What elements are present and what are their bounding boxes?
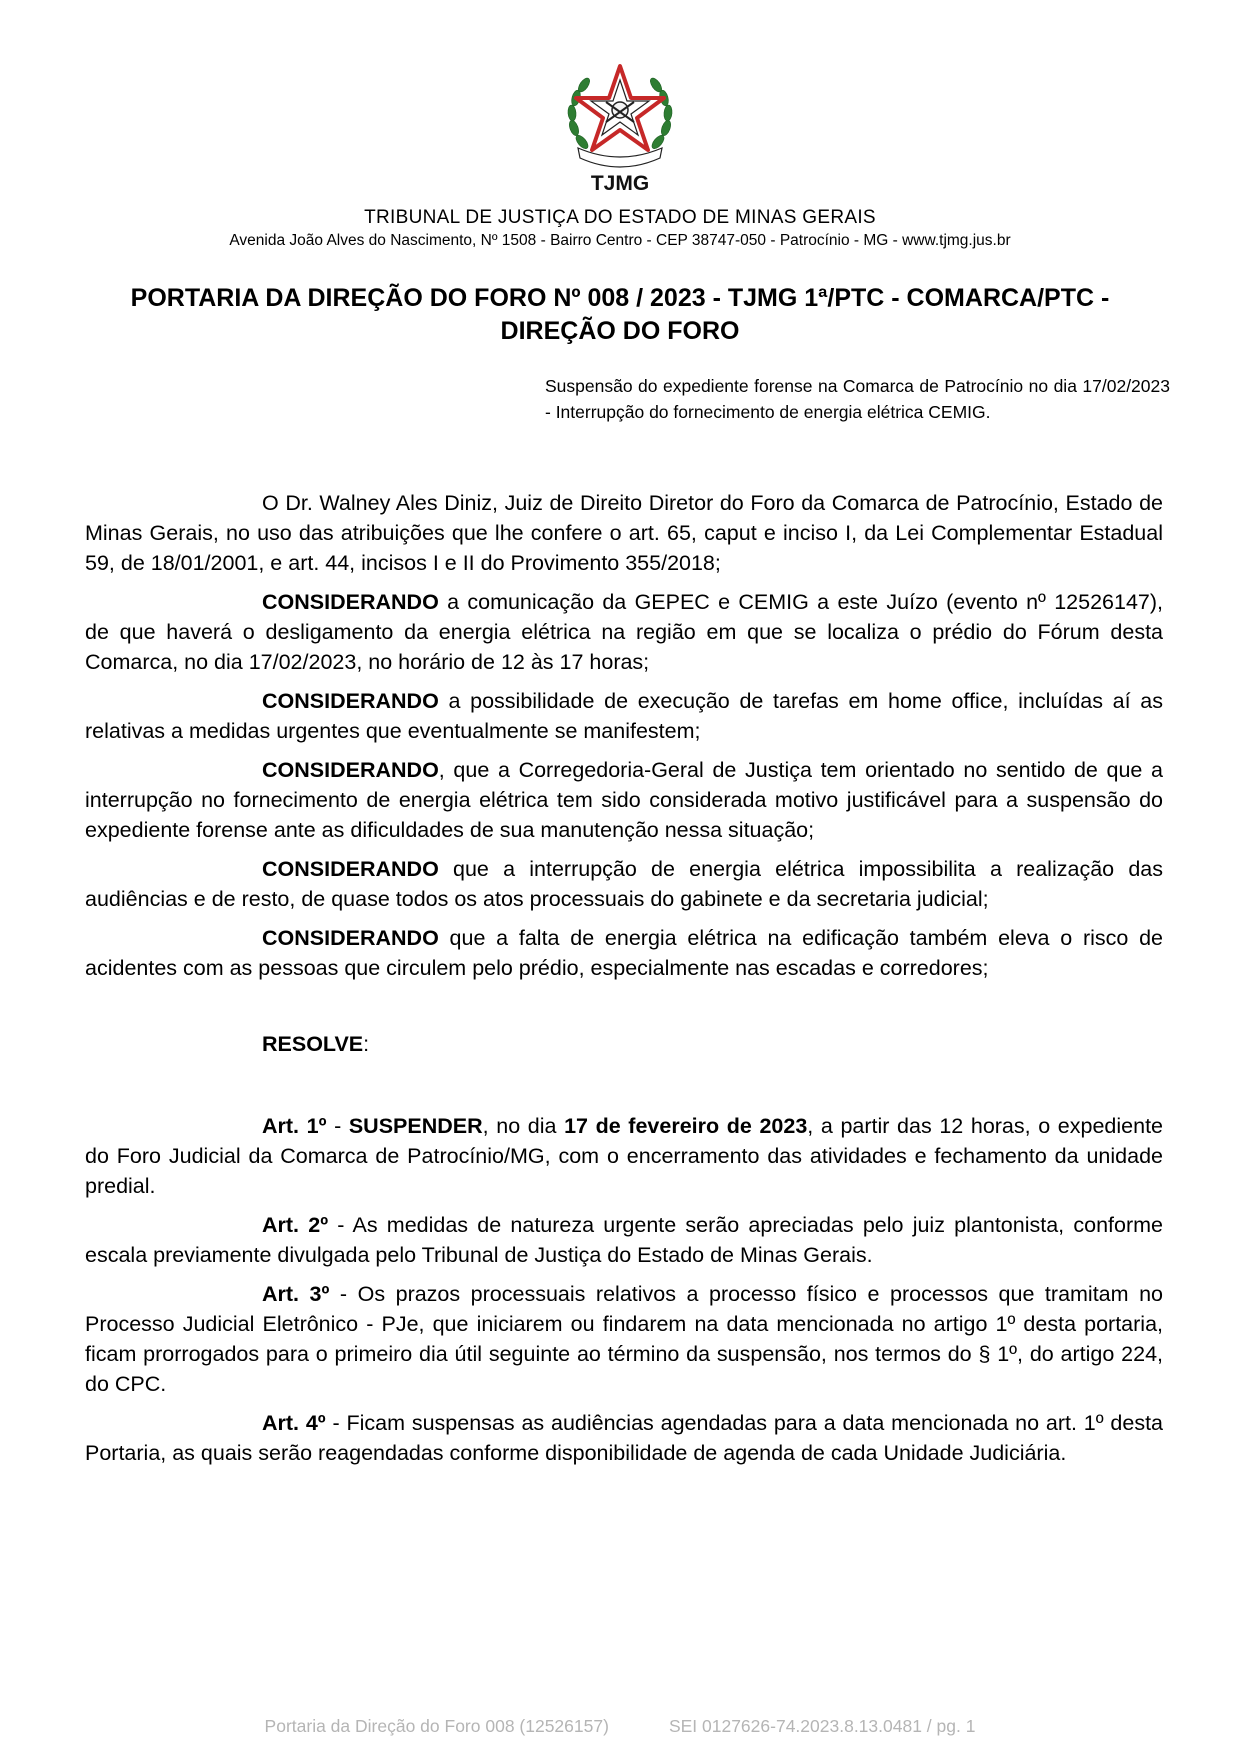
intro-paragraph: O Dr. Walney Ales Diniz, Juiz de Direito Diretor do Foro da Comarca de Patrocínio, Estado de Minas Gerais, no uso das atribuições que lhe confere o art. 65, caput e inciso I, da Lei Complementar Estadual 59, de 18/01/2001, e art. 44, incisos I e II do Provimento 355/2018; (85, 491, 1163, 575)
footer-sei-page: SEI 0127626-74.2023.8.13.0481 / pg. 1 (668, 1716, 976, 1736)
document-title (70, 282, 1170, 348)
considerando-text: que a interrupção de energia elétrica impossibilita a realização das audiências e de resto, de quase todos os atos processuais do gabinete e da secretaria judicial; (85, 857, 1163, 911)
article-label: Art. 3º (262, 1282, 330, 1306)
article-text: , a partir das 12 horas, o expediente do Foro Judicial da Comarca de Patrocínio/MG, com o encerramento das atividades e fechamento da unidade predial. (85, 1114, 1163, 1198)
considerando-label: CONSIDERANDO (262, 590, 439, 614)
resolve-heading (85, 1029, 1163, 1059)
article-label: Art. 2º (262, 1213, 329, 1237)
article-label: Art. 1º (262, 1114, 327, 1138)
court-address: Avenida João Alves do Nascimento, Nº 1508 - Bairro Centro - CEP 38747-050 - Patrocínio - MG - www.tjmg.jus.br (229, 232, 1011, 249)
article-verb: SUSPENDER (348, 1114, 483, 1138)
article-date: 17 de fevereiro de 2023 (564, 1114, 808, 1138)
coat-of-arms-icon (560, 58, 680, 198)
tjmg-coat-of-arms-logo (560, 58, 680, 198)
considerando-paragraph (85, 755, 1163, 845)
title-line-1: PORTARIA DA DIREÇÃO DO FORO Nº 008 / 2023 - TJMG 1ª/PTC - COMARCA/PTC - (130, 284, 1110, 312)
resolve-word: RESOLVE (262, 1032, 364, 1056)
title-line-2: DIREÇÃO DO FORO (500, 317, 740, 345)
considerando-label: CONSIDERANDO (262, 758, 439, 782)
considerando-paragraph (85, 854, 1163, 914)
considerando-text: que a falta de energia elétrica na edificação também eleva o risco de acidentes com as pessoas que circulem pelo prédio, especialmente nas escadas e corredores; (85, 926, 1163, 980)
considerando-label: CONSIDERANDO (262, 926, 439, 950)
considerando-text: , que a Corregedoria-Geral de Justiça tem orientado no sentido de que a interrupção no fornecimento de energia elétrica tem sido considerada motivo justificável para a suspensão do expediente forense ante as dificuldades de sua manutenção nessa situação; (85, 758, 1163, 842)
considerando-label: CONSIDERANDO (262, 857, 439, 881)
considerando-paragraph (85, 923, 1163, 983)
article-text: , no dia (482, 1114, 565, 1138)
svg-text:TJMG: TJMG (590, 172, 650, 195)
article-separator: - (326, 1114, 349, 1138)
considerando-paragraph (85, 587, 1163, 677)
summary-ementa: Suspensão do expediente forense na Comarca de Patrocínio no dia 17/02/2023 - Interrupção do fornecimento de energia elétrica CEMIG. (545, 376, 1170, 422)
considerando-text: a possibilidade de execução de tarefas em home office, incluídas aí as relativas a medidas urgentes que eventualmente se manifestem; (85, 689, 1163, 743)
article-3 (85, 1279, 1163, 1399)
article-1 (85, 1111, 1163, 1201)
court-name: TRIBUNAL DE JUSTIÇA DO ESTADO DE MINAS GERAIS (364, 207, 876, 228)
considerando-text: a comunicação da GEPEC e CEMIG a este Juízo (evento nº 12526147), de que haverá o desligamento da energia elétrica na região em que se localiza o prédio do Fórum desta Comarca, no dia 17/02/2023, no horário de 12 às 17 horas; (85, 590, 1163, 674)
resolve-suffix: : (363, 1032, 370, 1056)
footer-document-ref: Portaria da Direção do Foro 008 (12526157) (264, 1716, 609, 1736)
article-label: Art. 4º (262, 1411, 326, 1435)
considerando-paragraph (85, 686, 1163, 746)
page-footer (0, 1716, 1240, 1737)
article-2 (85, 1210, 1163, 1270)
article-text: - Ficam suspensas as audiências agendadas para a data mencionada no art. 1º desta Portaria, as quais serão reagendadas conforme disponibilidade de agenda de cada Unidade Judiciária. (85, 1411, 1163, 1465)
article-text: - Os prazos processuais relativos a processo físico e processos que tramitam no Processo Judicial Eletrônico - PJe, que iniciarem ou findarem na data mencionada no artigo 1º desta portaria, ficam prorrogados para o primeiro dia útil seguinte ao término da suspensão, nos termos do § 1º, do artigo 224, do CPC. (85, 1282, 1163, 1396)
considerando-label: CONSIDERANDO (262, 689, 439, 713)
article-text: - As medidas de natureza urgente serão apreciadas pelo juiz plantonista, conforme escala previamente divulgada pelo Tribunal de Justiça do Estado de Minas Gerais. (85, 1213, 1163, 1267)
document-body (85, 488, 1163, 1477)
article-4 (85, 1408, 1163, 1468)
